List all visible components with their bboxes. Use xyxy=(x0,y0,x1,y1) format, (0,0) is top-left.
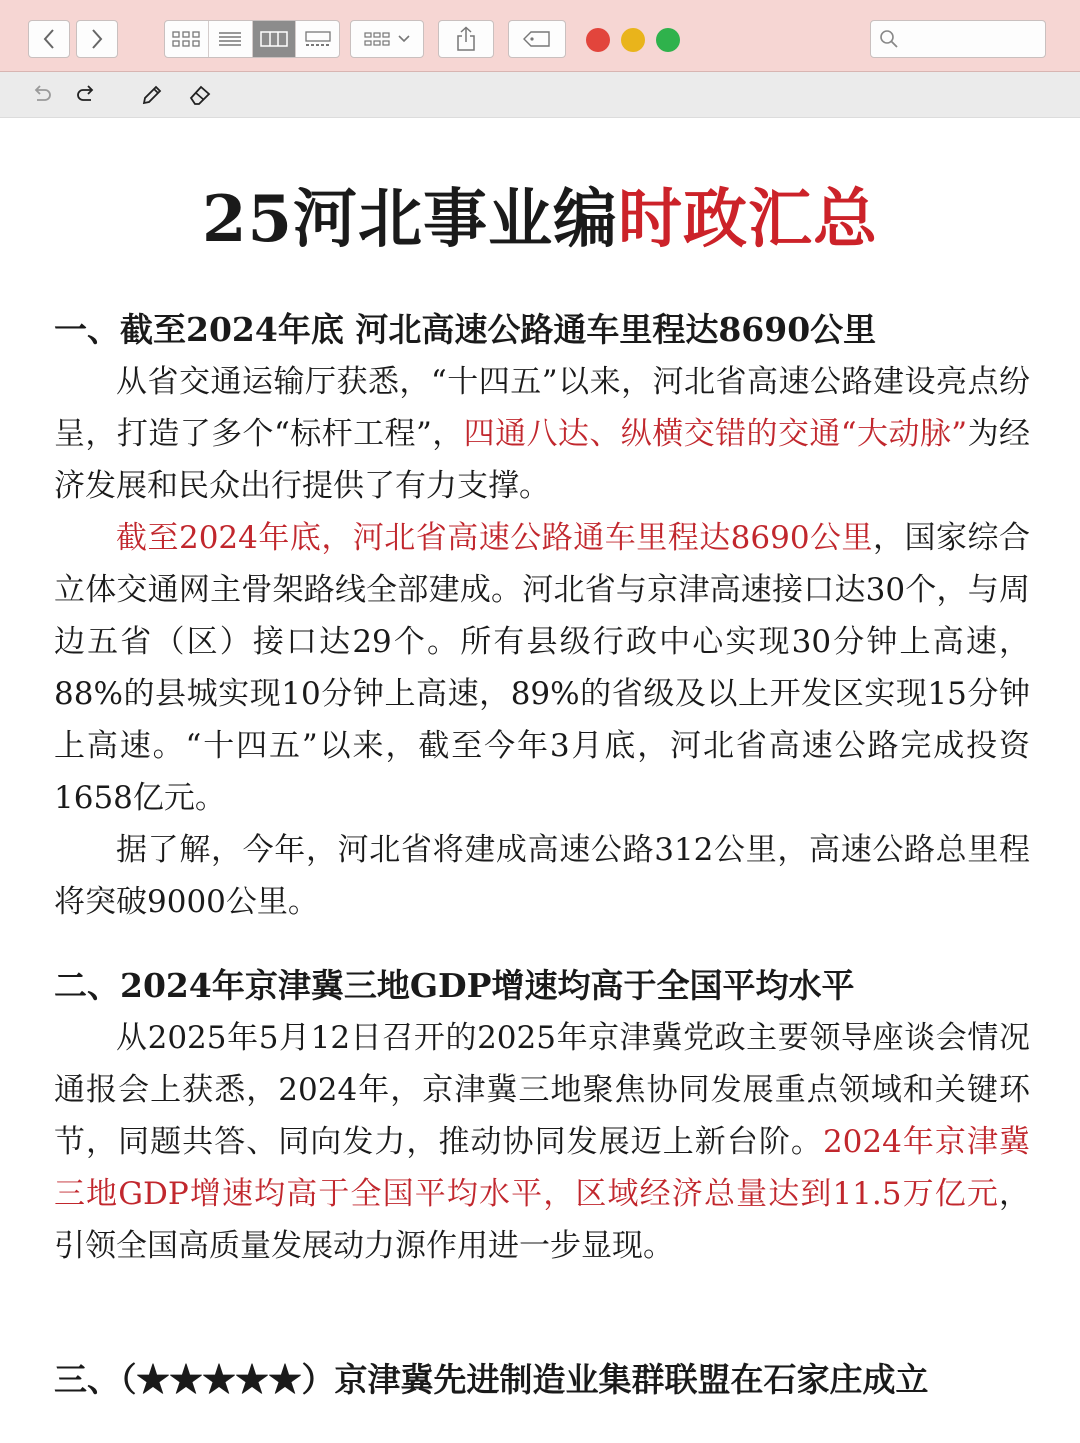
search-field[interactable] xyxy=(870,20,1046,58)
columns-icon xyxy=(259,30,289,48)
title-red-part: 时政汇总 xyxy=(618,182,879,257)
gallery-icon xyxy=(303,30,333,48)
undo-icon xyxy=(31,84,53,106)
edit-toolbar xyxy=(0,72,1080,118)
redo-button[interactable] xyxy=(72,81,100,109)
text-run: ，引领全国高质量发展动力源作用进一步显现。 xyxy=(54,1176,1030,1264)
list-icon xyxy=(217,30,243,48)
window-toolbar xyxy=(0,0,1080,72)
search-icon xyxy=(879,29,899,49)
eraser-button[interactable] xyxy=(186,81,214,109)
view-gallery-button[interactable] xyxy=(296,21,339,57)
share-button[interactable] xyxy=(438,20,494,58)
text-run: 从2025年5月12日召开的2025年京津冀党政主要领导座谈会情况通报会上获悉，2024年，京津冀三地聚焦协同发展重点领域和关键环节，同题共答、同向发力，推动协同发展迈上新台阶。 xyxy=(54,1020,1030,1160)
pencil-icon xyxy=(140,83,164,107)
zoom-window-button[interactable] xyxy=(656,28,680,52)
title-black-part: 25河北事业编 xyxy=(201,182,619,257)
section-3 xyxy=(54,1354,1030,1406)
document-title xyxy=(0,180,1080,260)
view-columns-button[interactable] xyxy=(253,21,297,57)
document-page xyxy=(0,118,1080,1443)
text-run: 为经济发展和民众出行提供了有力支撑。 xyxy=(54,416,1031,504)
highlight-run: 截至2024年底，河北省高速公路通车里程达8690公里 xyxy=(116,520,874,556)
group-by-dropdown[interactable] xyxy=(350,20,424,58)
close-window-button[interactable] xyxy=(586,28,610,52)
section-heading: 三、（★★★★★）京津冀先进制造业集群联盟在石家庄成立 xyxy=(54,1360,929,1399)
view-mode-segmented-control xyxy=(164,20,340,58)
share-icon xyxy=(455,26,477,52)
undo-button[interactable] xyxy=(28,81,56,109)
paragraph xyxy=(54,824,1030,928)
highlight-run: 2024年京津冀三地GDP增速均高于全国平均水平，区域经济总量达到11.5万亿元 xyxy=(54,1124,1030,1212)
text-run: ，国家综合立体交通网主骨架路线全部建成。河北省与京津高速接口达30个，与周边五省（区）接口达29个。所有县级行政中心实现30分钟上高速，88%的县城实现10分钟上高速，89%的省级及以上开发区实现15分钟上高速。“十四五”以来，截至今年3月底，河北省高速公路完成投资1658亿元。 xyxy=(54,520,1030,816)
highlight-run: 四通八达、纵横交错的交通“大动脉” xyxy=(463,416,968,452)
chevron-down-icon xyxy=(397,34,411,44)
chevron-left-icon xyxy=(42,28,56,50)
group-grid-icon xyxy=(363,30,393,48)
section-1 xyxy=(54,304,1030,928)
search-input[interactable] xyxy=(905,24,1045,54)
section-2 xyxy=(54,960,1030,1272)
text-run: 据了解，今年，河北省将建成高速公路312公里，高速公路总里程将突破9000公里。 xyxy=(54,832,1030,920)
redo-icon xyxy=(75,84,97,106)
forward-button[interactable] xyxy=(76,20,118,58)
eraser-icon xyxy=(188,83,212,107)
pencil-button[interactable] xyxy=(138,81,166,109)
tag-button[interactable] xyxy=(508,20,566,58)
tag-icon xyxy=(522,30,552,48)
view-icons-button[interactable] xyxy=(165,21,209,57)
chevron-right-icon xyxy=(90,28,104,50)
minimize-window-button[interactable] xyxy=(621,28,645,52)
text-run: 从省交通运输厅获悉，“十四五”以来，河北省高速公路建设亮点纷呈，打造了多个“标杆工程”， xyxy=(54,364,1030,452)
paragraph xyxy=(54,356,1030,512)
grid-icon xyxy=(171,30,201,48)
section-heading: 一、截至2024年底 河北高速公路通车里程达8690公里 xyxy=(54,310,877,349)
view-list-button[interactable] xyxy=(209,21,253,57)
paragraph xyxy=(54,512,1030,824)
back-button[interactable] xyxy=(28,20,70,58)
paragraph xyxy=(54,1012,1030,1272)
section-heading: 二、2024年京津冀三地GDP增速均高于全国平均水平 xyxy=(54,966,855,1005)
